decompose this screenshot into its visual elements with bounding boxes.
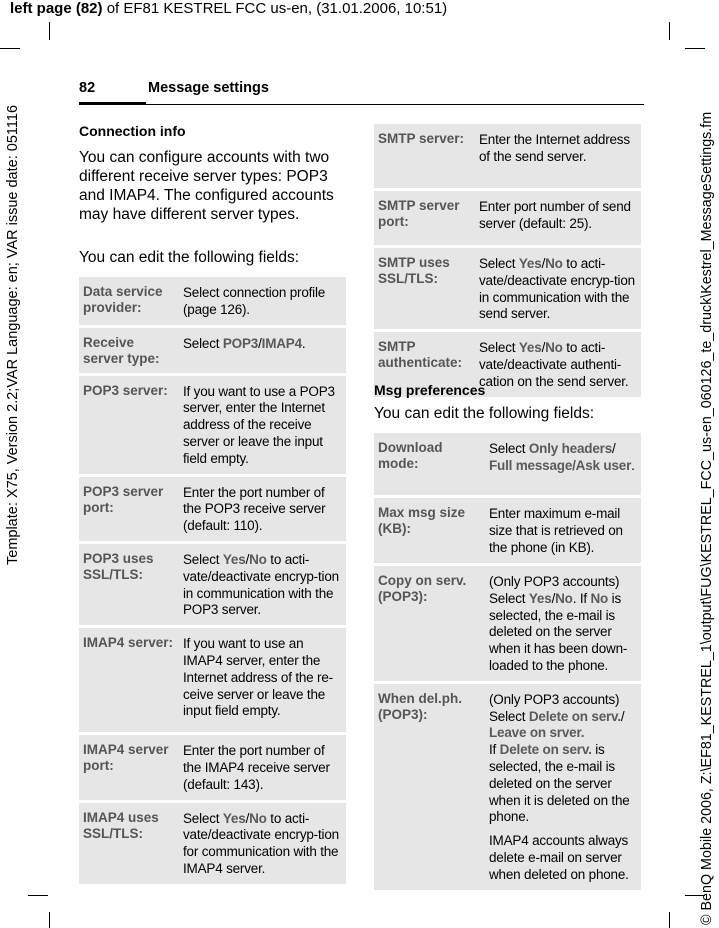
table-row [79,800,346,884]
field-description-text: Enter maximum e-mail size that is retrieved on the phone (in KB). [489,506,623,555]
print-header-text: of EF81 KESTREL FCC us-en, (31.01.2006, 10:51) [102,0,448,17]
option-keyword: Delete on serv. [499,742,592,758]
field-label: Download mode: [374,433,487,495]
table-row [79,474,346,541]
text-run: / [541,256,546,271]
field-label: Max msg size (KB): [374,495,487,563]
crop-mark [49,912,50,928]
section-heading-msg: Msg preferences [374,382,486,398]
text-run: Select [489,441,529,456]
field-description [181,732,346,799]
text-run: / [258,335,262,351]
msg-edit-text: You can edit the following fields: [374,405,595,422]
text-run: (Only POP3 accounts) Select [489,691,620,724]
field-label: Receive server type: [79,325,181,373]
field-label: POP3 server port: [79,474,181,541]
option-keyword: No [249,810,267,826]
field-description-text [489,574,637,675]
text-run: to acti-vate/deactivate authenti-cation on the send server. [479,340,629,389]
header-rule [146,104,644,105]
field-label: When del.ph. (POP3): [374,681,487,890]
table-row [374,495,641,563]
option-keyword: POP3 [222,335,259,351]
msg-fields-table [374,433,641,890]
page-title: Message settings [148,80,269,96]
table-row [79,732,346,799]
text-run: Select [183,551,223,567]
field-description-text: Select connection profile (page 126). [183,285,326,317]
option-keyword: Only headers [528,441,613,456]
text-run: / [245,551,250,567]
text-run: . [631,457,635,473]
text-run: Select [479,256,519,271]
field-label: SMTP server: [374,124,477,188]
table-row [79,625,346,732]
table-row [79,373,346,474]
table-row [374,245,641,329]
option-keyword: Yes [528,590,552,606]
option-keyword: Leave on srver. [489,725,585,741]
field-label: SMTP uses SSL/TLS: [374,245,477,329]
text-run: / [612,441,616,456]
header-rule-thick [79,102,146,105]
text-run: / [541,340,546,356]
table-row [79,325,346,373]
field-description [487,433,641,495]
field-description [477,329,641,396]
field-description-text [183,811,342,878]
option-keyword: No [555,590,573,606]
field-description-text [479,256,637,323]
field-description-text [183,552,342,619]
crop-mark [0,48,20,49]
field-label: POP3 server: [79,373,181,474]
option-keyword: No [249,551,267,567]
text-run: (Only POP3 accounts) Select [489,574,620,606]
field-description [477,124,641,188]
text-run: to acti-vate/deactivate encryp-tion for communication with the IMAP4 server. [183,810,339,876]
field-description-text: Enter the port number of the IMAP4 receive server (default: 143). [183,743,330,792]
field-label: Copy on serv.(POP3): [374,563,487,681]
table-row [79,541,346,625]
option-keyword: No [545,340,563,356]
text-run: to acti-vate/deactivate encryp-tion in communication with the send server. [479,256,635,322]
crop-mark [669,22,670,40]
field-label: POP3 uses SSL/TLS: [79,541,181,625]
text-run: . [301,335,306,351]
table-row [374,433,641,495]
table-row [374,188,641,245]
table-row [79,277,346,325]
print-header-page: left page (82) [10,0,103,17]
field-description [181,325,346,373]
option-keyword: No [545,256,563,271]
field-description-text: If you want to use a POP3 server, enter the Internet address of the receive server or leave the input field empty. [183,383,335,466]
field-description-text [479,340,637,390]
text-run: If [489,742,500,758]
field-description-text: If you want to use an IMAP4 server, enter the Internet address of the re-ceive server or leave the input field empty. [183,636,333,719]
text-run: / [551,590,556,606]
field-description [477,245,641,329]
connection-fields-table [79,277,346,884]
text-run: / [245,810,250,826]
text-run: Select [479,340,519,356]
text-run: to acti-vate/deactivate encryp-tion in communication with the POP3 server. [183,551,339,618]
option-keyword: IMAP4 [261,335,302,351]
text-run: . If [572,590,591,606]
section-heading-connection: Connection info [79,123,186,139]
option-keyword: Delete on serv. [528,708,621,724]
crop-mark [28,895,48,896]
field-description [181,625,346,732]
field-label: SMTP authenticate: [374,329,477,396]
option-keyword: Yes [518,340,542,356]
template-info: Template: X75, Version 2.2;VAR Language: en; VAR issue date: 051116 [5,104,21,565]
option-keyword: Yes [222,551,246,567]
field-description-text: Enter port number of send server (default: 25). [479,199,631,231]
table-row [374,563,641,681]
copyright-path: © BenQ Mobile 2006, Z:\EF81_KESTREL_1\output\FUG\KESTREL_FCC_us-en_060126_te_druck\Kestrel_MessageSettings.fm [699,111,715,925]
field-description-text: Enter the port number of the POP3 receive server (default: 110). [183,484,326,534]
field-description [181,800,346,884]
option-keyword: Full message/Ask user [489,457,632,473]
field-description [181,277,346,325]
field-description-text [489,692,637,826]
page-number: 82 [79,80,96,96]
field-description-text [183,336,342,353]
smtp-fields-table [374,124,641,397]
field-label: Data service provider: [79,277,181,325]
field-description [181,541,346,625]
crop-mark [669,912,670,928]
field-label: SMTP server port: [374,188,477,245]
field-label: IMAP4 server port: [79,732,181,799]
field-description-text [489,441,637,475]
field-description [487,563,641,681]
field-description [487,495,641,563]
option-keyword: No [590,590,609,606]
field-note: IMAP4 accounts always delete e-mail on server when deleted on phone. [489,833,629,882]
field-description [477,188,641,245]
field-description-text: Enter the Internet address of the send server. [479,132,630,164]
crop-mark [49,22,50,40]
text-run: / [620,708,625,724]
table-row [374,124,641,188]
text-run: Select [183,810,223,826]
crop-mark [685,48,705,49]
connection-intro: You can configure accounts with two different receive server types: POP3 and IMAP4. The configured accounts may have different server types. [79,149,334,223]
text-run: Select [183,335,223,351]
field-description [487,681,641,890]
print-header [10,0,447,17]
connection-edit-text: You can edit the following fields: [79,249,300,266]
field-description [181,474,346,541]
option-keyword: Yes [222,810,246,826]
table-row [374,681,641,890]
field-label: IMAP4 server: [79,625,181,732]
text-run: is selected, the e-mail is deleted on the server when it has been down-loaded to the phone. [489,590,628,673]
option-keyword: Yes [518,256,542,271]
field-description [181,373,346,474]
text-run: is selected, the e-mail is deleted on the server when it is deleted on the phone. [489,742,630,825]
field-label: IMAP4 uses SSL/TLS: [79,800,181,884]
